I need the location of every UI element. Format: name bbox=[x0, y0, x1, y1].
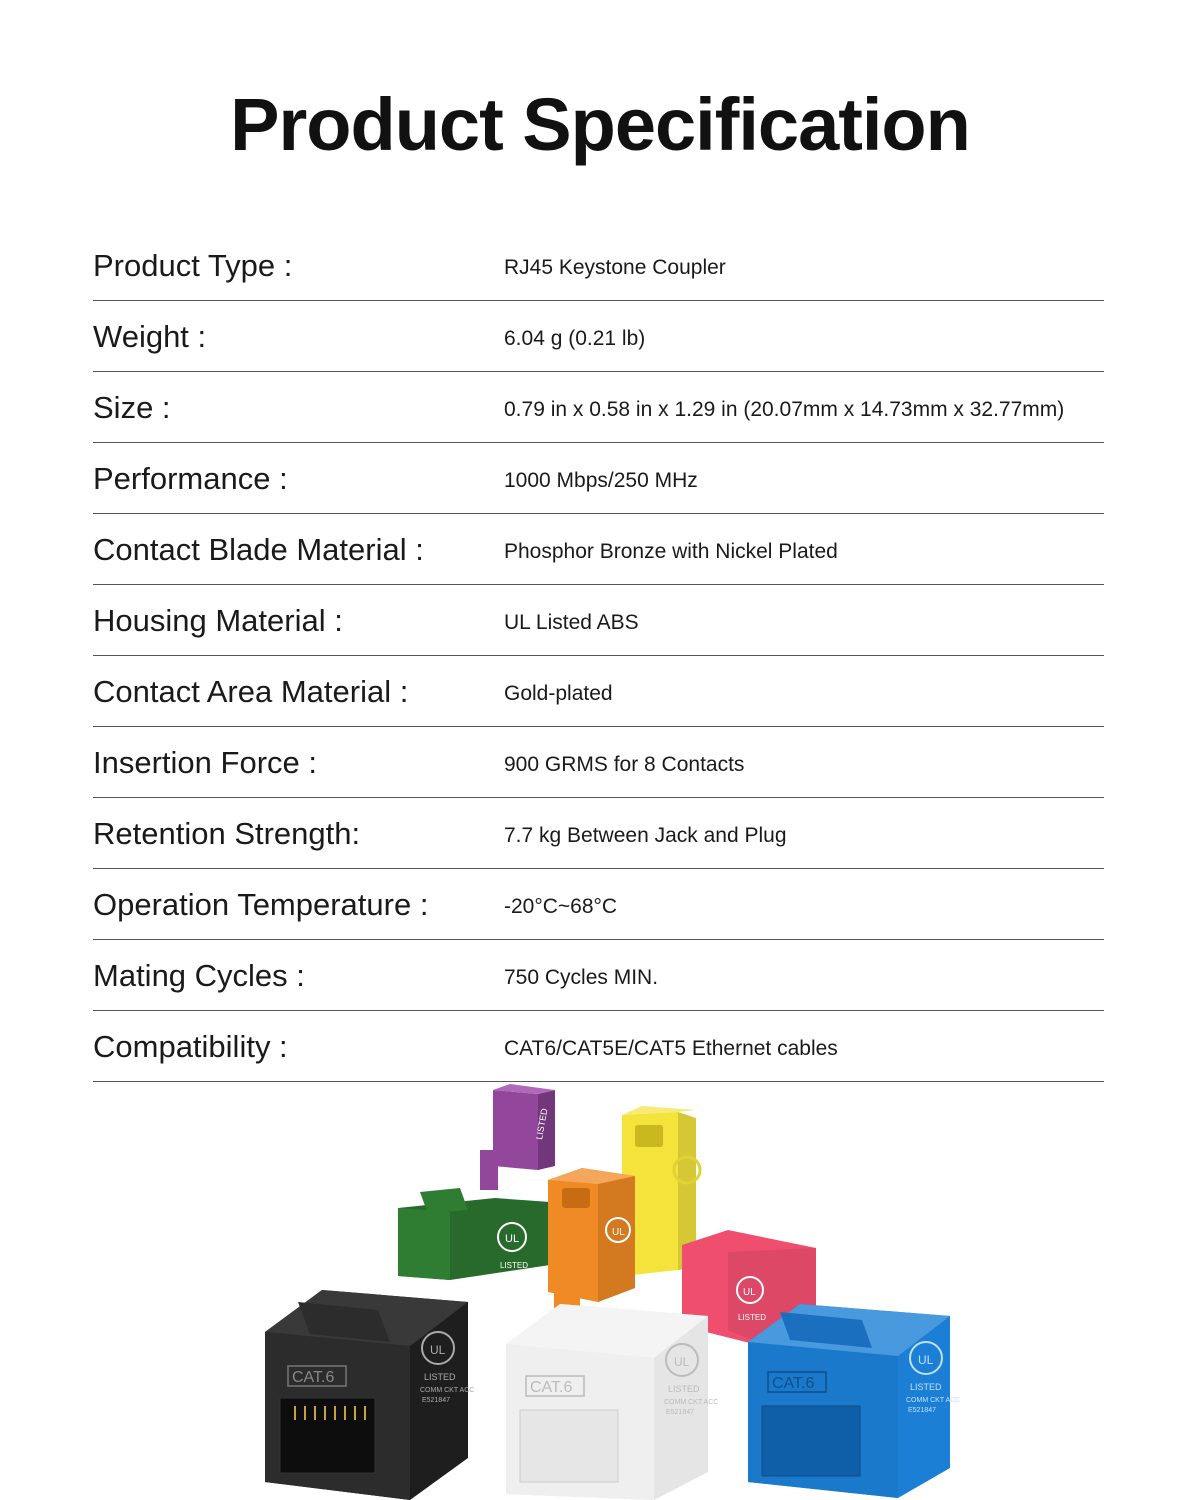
ul-file-number: E521847 bbox=[908, 1407, 937, 1414]
page-title: Product Specification bbox=[230, 83, 970, 166]
ul-listed-text: LISTED bbox=[424, 1372, 456, 1382]
spec-value: 7.7 kg Between Jack and Plug bbox=[504, 824, 787, 847]
spec-row-size bbox=[93, 372, 1104, 443]
spec-row-contact-area-material bbox=[93, 656, 1104, 727]
ul-listed-text: LISTED bbox=[534, 1107, 550, 1141]
spec-label: Insertion Force : bbox=[93, 745, 317, 780]
spec-value: 1000 Mbps/250 MHz bbox=[504, 469, 698, 492]
spec-value: -20°C~68°C bbox=[504, 895, 618, 918]
spec-row-performance bbox=[93, 443, 1104, 514]
spec-label: Retention Strength: bbox=[93, 816, 361, 851]
spec-row-housing-material bbox=[93, 585, 1104, 656]
ul-mark-text: UL bbox=[505, 1233, 520, 1245]
spec-label: Size : bbox=[93, 390, 171, 425]
spec-value: 750 Cycles MIN. bbox=[504, 966, 659, 989]
ul-mark-text: UL bbox=[743, 1287, 756, 1298]
ul-comm-text: COMM CKT ACC bbox=[664, 1399, 719, 1406]
spec-row-contact-blade-material bbox=[93, 514, 1104, 585]
spec-label: Contact Area Material : bbox=[93, 674, 409, 709]
spec-label: Compatibility : bbox=[93, 1029, 288, 1064]
spec-value: Gold-plated bbox=[504, 682, 613, 705]
ul-mark-text: UL bbox=[918, 1353, 934, 1367]
ul-mark-text: UL bbox=[612, 1227, 625, 1238]
spec-label: Housing Material : bbox=[93, 603, 343, 638]
spec-value: 0.79 in x 0.58 in x 1.29 in (20.07mm x 14.73mm x 32.77mm) bbox=[504, 398, 1065, 421]
spec-value: CAT6/CAT5E/CAT5 Ethernet cables bbox=[504, 1037, 838, 1060]
spec-value: 6.04 g (0.21 lb) bbox=[504, 327, 646, 350]
spec-row-insertion-force bbox=[93, 727, 1104, 798]
spec-label: Product Type : bbox=[93, 248, 293, 283]
ul-listed-text: LISTED bbox=[668, 1384, 700, 1394]
spec-row-operation-temperature bbox=[93, 869, 1104, 940]
spec-row-product-type bbox=[93, 230, 1104, 301]
spec-value: UL Listed ABS bbox=[504, 611, 639, 634]
spec-row-mating-cycles bbox=[93, 940, 1104, 1011]
spec-row-retention-strength bbox=[93, 798, 1104, 869]
ul-listed-text: LISTED bbox=[500, 1261, 529, 1270]
keystone-couplers-image bbox=[250, 1080, 970, 1500]
ul-comm-text: COMM CKT ACC bbox=[420, 1387, 475, 1394]
ul-comm-text: COMM CKT ACC bbox=[906, 1397, 961, 1404]
orange-coupler bbox=[548, 1168, 635, 1315]
spec-value: RJ45 Keystone Coupler bbox=[504, 256, 726, 279]
spec-label: Contact Blade Material : bbox=[93, 532, 424, 567]
spec-row-compatibility bbox=[93, 1011, 1104, 1082]
cat6-label: CAT.6 bbox=[772, 1375, 815, 1392]
ul-mark-text: UL bbox=[674, 1355, 690, 1369]
spec-value: 900 GRMS for 8 Contacts bbox=[504, 753, 745, 776]
purple-coupler bbox=[480, 1084, 555, 1190]
cat6-label: CAT.6 bbox=[530, 1379, 573, 1396]
spec-label: Performance : bbox=[93, 461, 288, 496]
spec-row-weight bbox=[93, 301, 1104, 372]
spec-table bbox=[93, 230, 1104, 1082]
green-coupler bbox=[398, 1188, 550, 1280]
cat6-label: CAT.6 bbox=[292, 1369, 335, 1386]
spec-value: Phosphor Bronze with Nickel Plated bbox=[504, 540, 838, 563]
spec-label: Operation Temperature : bbox=[93, 887, 429, 922]
ul-listed-text: LISTED bbox=[738, 1313, 767, 1322]
black-coupler bbox=[265, 1290, 474, 1500]
ul-mark-text: UL bbox=[430, 1343, 446, 1357]
spec-label: Weight : bbox=[93, 319, 207, 354]
ul-file-number: E521847 bbox=[422, 1397, 451, 1404]
white-coupler bbox=[506, 1304, 718, 1500]
blue-coupler bbox=[748, 1304, 960, 1498]
ul-file-number: E521847 bbox=[666, 1409, 695, 1416]
spec-label: Mating Cycles : bbox=[93, 958, 305, 993]
ul-listed-text: LISTED bbox=[910, 1382, 942, 1392]
